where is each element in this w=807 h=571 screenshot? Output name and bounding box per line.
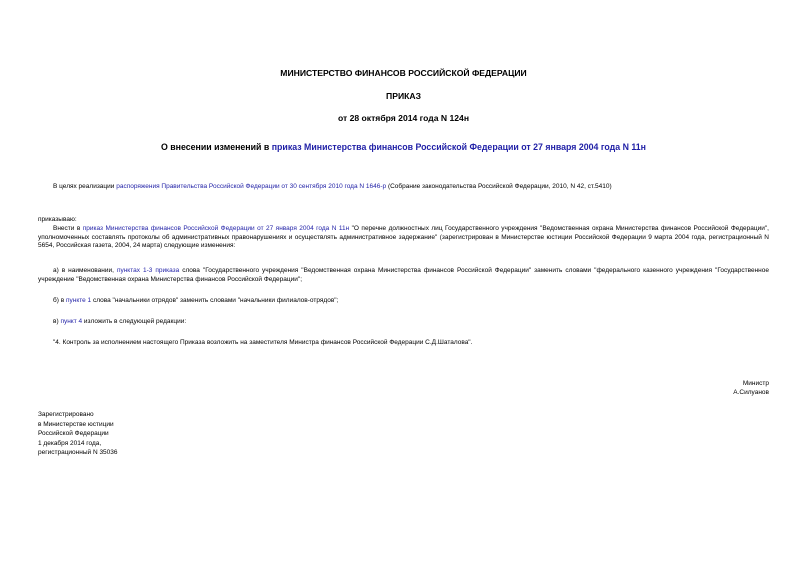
- item-v-suffix: изложить в следующей редакции:: [82, 318, 187, 325]
- signature-name: А.Силуанов: [733, 389, 769, 396]
- registration-line-4: 1 декабря 2014 года,: [38, 439, 102, 447]
- preamble-link[interactable]: распоряжения Правительства Российской Федерации от 30 сентября 2010 года N 1646-р: [116, 183, 387, 190]
- main-prefix: Внести в: [53, 225, 83, 232]
- registration-line-3: Российской Федерации: [38, 430, 109, 438]
- preamble-prefix: В целях реализации: [53, 183, 117, 190]
- registration-line-1: Зарегистрировано: [38, 411, 94, 418]
- signature-position: Министр: [742, 380, 769, 387]
- item-a-prefix: а) в наименовании,: [53, 267, 117, 274]
- item-a-link[interactable]: пунктах 1-3 приказа: [116, 267, 180, 274]
- ministry-heading: МИНИСТЕРСТВО ФИНАНСОВ РОССИЙСКОЙ ФЕДЕРАЦИИ: [280, 68, 527, 78]
- order-word: приказываю:: [38, 216, 77, 223]
- title-prefix: О внесении изменений в: [160, 142, 272, 152]
- registration-block: [38, 410, 118, 458]
- main-suffix: "О перечне должностных лиц Государственного учреждения "Ведомственная охрана Министерства финансов Российской Федерации", уполномоченных составлять протоколы об административных правонарушениях и осуществлять административное задержание" (зарегистрирован в Министерстве юстиции Российской Федерации 9 марта 2004 года, регистрационный N 5654, Российская газета, 2004, 24 марта) следующие изменения:: [38, 225, 769, 250]
- main-link[interactable]: приказ Министерства финансов Российской Федерации от 27 января 2004 года N 11н: [82, 225, 350, 232]
- item-b-link[interactable]: пункте 1: [65, 297, 92, 304]
- quote-paragraph: "4. Контроль за исполнением настоящего Приказа возложить на заместителя Министра финансов Российской Федерации С.Д.Шаталова".: [53, 339, 473, 346]
- item-b-paragraph: [53, 297, 769, 306]
- doc-type-heading: ПРИКАЗ: [386, 91, 421, 101]
- document-title: [0, 142, 807, 152]
- signature-block: [733, 379, 769, 397]
- main-paragraph: [38, 225, 769, 251]
- preamble-suffix: (Собрание законодательства Российской Федерации, 2010, N 42, ст.5410): [386, 183, 612, 190]
- item-v-link[interactable]: пункт 4: [60, 318, 83, 325]
- item-a-suffix: слова "Государственного учреждения "Ведомственная охрана Министерства финансов Российской Федерации" заменить словами "федерального казенного учреждения "Государственное учреждение "Ведомственная охрана Министерства финансов Российской Федерации";: [38, 267, 769, 283]
- registration-line-5: регистрационный N 35036: [38, 449, 118, 457]
- title-link[interactable]: приказ Министерства финансов Российской Федерации от 27 января 2004 года N 11н: [271, 142, 646, 152]
- preamble-paragraph: [53, 183, 773, 192]
- registration-line-2: в Министерстве юстиции: [38, 420, 114, 428]
- item-b-prefix: б) в: [53, 297, 66, 304]
- item-v-prefix: в): [53, 318, 61, 325]
- item-a-paragraph: [38, 267, 769, 284]
- item-b-suffix: слова "начальники отрядов" заменить словами "начальники филиалов-отрядов";: [91, 297, 339, 304]
- date-number-heading: от 28 октября 2014 года N 124н: [337, 113, 470, 123]
- item-v-paragraph: [53, 318, 769, 327]
